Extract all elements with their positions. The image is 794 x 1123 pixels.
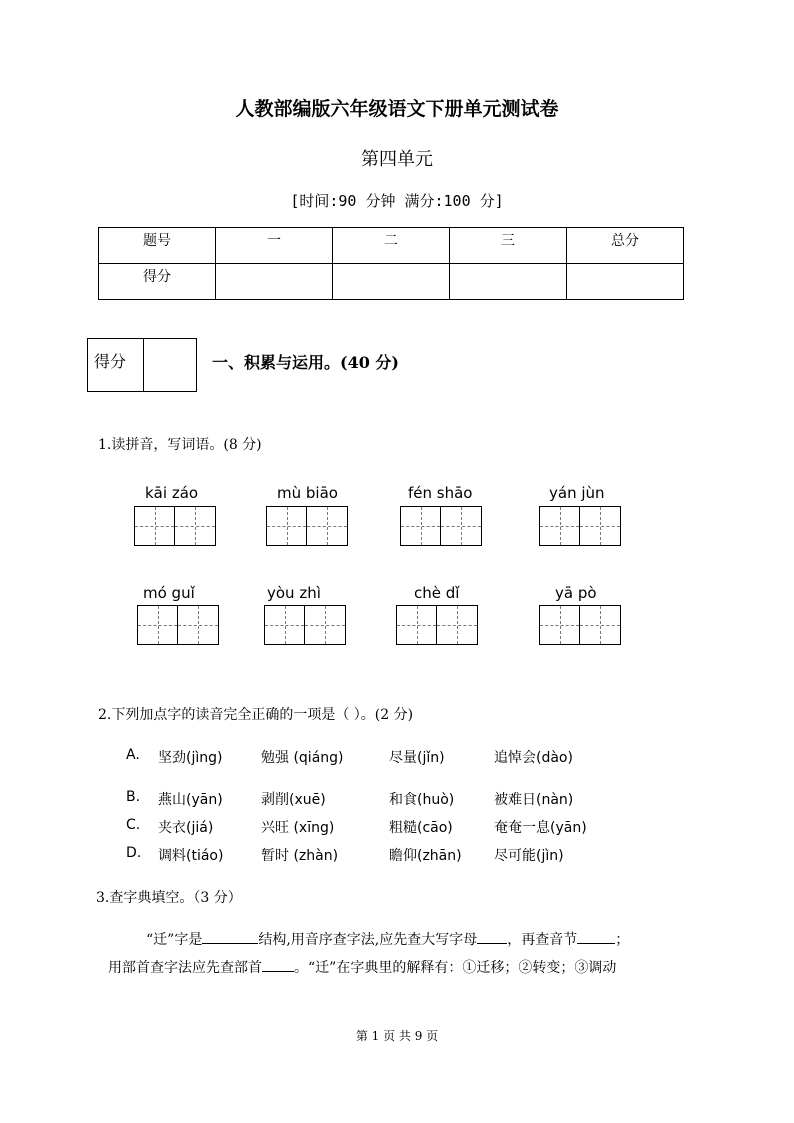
question-1: 1.读拼音，写词语。(8 分) bbox=[98, 437, 262, 453]
table-cell: 一 bbox=[216, 228, 333, 264]
option-word: 被难日(nàn) bbox=[494, 792, 574, 808]
table-cell: 得分 bbox=[99, 264, 216, 300]
option-letter: A. bbox=[126, 747, 140, 763]
pinyin-label: chè dǐ bbox=[414, 584, 460, 602]
option-word: 暂时 (zhàn) bbox=[261, 848, 339, 864]
answer-blank[interactable] bbox=[577, 929, 615, 944]
section-heading: 一、积累与运用。(40 分) bbox=[212, 353, 399, 372]
question-3: 3.查字典填空。（3 分） bbox=[96, 890, 242, 906]
table-cell: 总分 bbox=[567, 228, 684, 264]
unit-title: 第四单元 bbox=[361, 149, 433, 170]
page-footer: 第 1 页 共 9 页 bbox=[355, 1029, 439, 1043]
option-word: 和食(huò) bbox=[389, 792, 455, 808]
pinyin-label: mó guǐ bbox=[143, 584, 195, 602]
writing-grid[interactable] bbox=[400, 506, 482, 546]
score-table bbox=[98, 227, 684, 300]
option-word: 调料(tiáo) bbox=[158, 848, 224, 864]
score-input-cell[interactable] bbox=[333, 264, 450, 300]
answer-blank[interactable] bbox=[202, 929, 258, 944]
writing-grid[interactable] bbox=[396, 605, 478, 645]
score-input-cell[interactable] bbox=[450, 264, 567, 300]
q3-text: 。“迁”在字典里的解释有：①迁移；②转变；③调动 bbox=[294, 960, 617, 976]
writing-grid[interactable] bbox=[134, 506, 216, 546]
option-letter: C. bbox=[126, 817, 141, 833]
writing-grid[interactable] bbox=[539, 506, 621, 546]
answer-blank[interactable] bbox=[262, 957, 294, 972]
writing-grid[interactable] bbox=[264, 605, 346, 645]
page-title: 人教部编版六年级语文下册单元测试卷 bbox=[235, 98, 559, 120]
table-row bbox=[99, 228, 684, 264]
pinyin-label: fén shāo bbox=[408, 484, 473, 502]
section-score-label: 得分 bbox=[94, 352, 127, 371]
writing-grid[interactable] bbox=[137, 605, 219, 645]
option-word: 兴旺 (xīng) bbox=[261, 820, 335, 836]
writing-grid[interactable] bbox=[266, 506, 348, 546]
option-letter: B. bbox=[126, 789, 141, 805]
pinyin-label: yòu zhì bbox=[267, 584, 321, 602]
option-word: 勉强 (qiáng) bbox=[261, 750, 344, 766]
pinyin-label: mù biāo bbox=[277, 484, 338, 502]
option-word: 尽量(jǐn) bbox=[389, 750, 445, 766]
option-word: 燕山(yān) bbox=[158, 792, 223, 808]
answer-blank[interactable] bbox=[477, 929, 507, 944]
score-input-cell[interactable] bbox=[216, 264, 333, 300]
divider bbox=[143, 339, 144, 391]
pinyin-label: kāi záo bbox=[145, 484, 199, 502]
table-cell: 二 bbox=[333, 228, 450, 264]
option-word: 瞻仰(zhān) bbox=[389, 848, 462, 864]
option-word: 奄奄一息(yān) bbox=[494, 820, 587, 836]
q3-line-1 bbox=[146, 929, 629, 949]
writing-grid[interactable] bbox=[539, 605, 621, 645]
option-word: 尽可能(jìn) bbox=[494, 848, 564, 864]
table-cell: 三 bbox=[450, 228, 567, 264]
pinyin-label: yán jùn bbox=[549, 484, 605, 502]
option-word: 剥削(xuē) bbox=[261, 792, 326, 808]
q3-text: “迁”字是 bbox=[146, 932, 203, 948]
q3-text: ，再查音节 bbox=[507, 932, 578, 948]
question-2: 2.下列加点字的读音完全正确的一项是（ ）。(2 分) bbox=[98, 707, 414, 723]
q3-text: 结构,用音序查字法,应先查大写字母 bbox=[258, 932, 478, 948]
table-row bbox=[99, 264, 684, 300]
q3-text: ； bbox=[615, 932, 630, 948]
option-word: 坚劲(jìng) bbox=[158, 750, 223, 766]
section-score-box bbox=[87, 338, 197, 392]
pinyin-label: yā pò bbox=[555, 584, 597, 602]
option-letter: D. bbox=[126, 845, 142, 861]
time-score-info: [时间:90 分钟 满分:100 分] bbox=[290, 192, 504, 210]
q3-text: 用部首查字法应先查部首 bbox=[108, 960, 262, 976]
q3-line-2 bbox=[108, 957, 616, 977]
table-cell: 题号 bbox=[99, 228, 216, 264]
option-word: 粗糙(cāo) bbox=[389, 820, 453, 836]
option-word: 追悼会(dào) bbox=[494, 750, 573, 766]
option-word: 夹衣(jiá) bbox=[158, 820, 214, 836]
score-input-cell[interactable] bbox=[567, 264, 684, 300]
